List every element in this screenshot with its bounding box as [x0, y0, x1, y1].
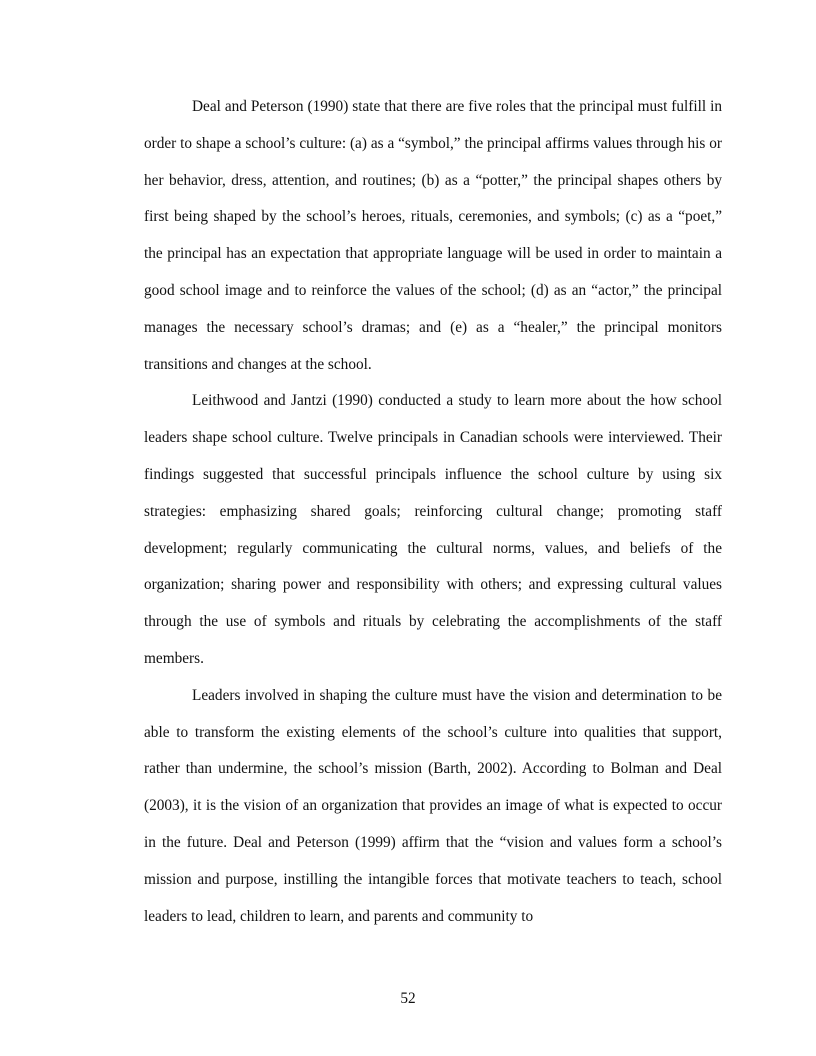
paragraph-vision-determination: Leaders involved in shaping the culture must have the vision and determination to be able to transform the existing elements of the school’s culture into qualities that support, rather than undermine, the school’s mission (Barth, 2002). According to Bolman and Deal (2003), it is the vision of an organization that provides an image of what is expected to occur in the future. Deal and Peterson (1999) affirm that the “vision and values form a school’s mission and purpose, instilling the intangible forces that motivate teachers to teach, school leaders to lead, children to learn, and parents and community to	[144, 686, 722, 925]
body-text	[144, 89, 722, 935]
paragraph-leithwood-jantzi-study: Leithwood and Jantzi (1990) conducted a study to learn more about the how school leaders shape school culture. Twelve principals in Canadian schools were interviewed. Their findings suggested that successful principals influence the school culture by using six strategies: emphasizing shared goals; reinforcing cultural change; promoting staff development; regularly communicating the cultural norms, values, and beliefs of the organization; sharing power and responsibility with others; and expressing cultural values through the use of symbols and rituals by celebrating the accomplishments of the staff members.	[144, 392, 722, 667]
paragraph-deal-peterson-roles: Deal and Peterson (1990) state that there are five roles that the principal must fulfill in order to shape a school’s culture: (a) as a “symbol,” the principal affirms values through his or her behavior, dress, attention, and routines; (b) as a “potter,” the principal shapes others by first being shaped by the school’s heroes, rituals, ceremonies, and symbols; (c) as a “poet,” the principal has an expectation that appropriate language will be used in order to maintain a good school image and to reinforce the values of the school; (d) as an “actor,” the principal manages the necessary school’s dramas; and (e) as a “healer,” the principal monitors transitions and changes at the school.	[144, 98, 722, 373]
page-number: 52	[400, 990, 416, 1007]
